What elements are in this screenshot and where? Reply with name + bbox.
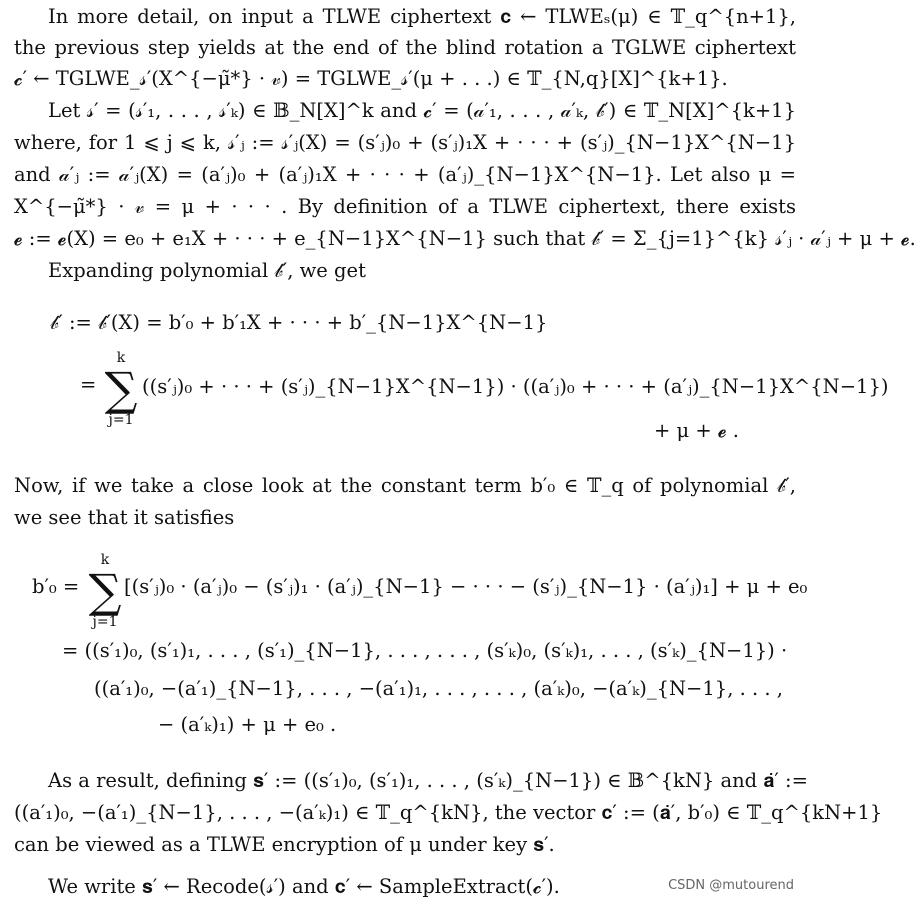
- para4-line2: ((a′₁)₀, −(a′₁)_{N−1}, . . . , −(a′ₖ)₁) ∈ 𝕋_q^{kN}, the vector 𝐜′ := (𝐚̇′, b′₀) ∈ 𝕋_q^{kN+1}: [14, 801, 883, 824]
- watermark: CSDN @mutourend: [668, 878, 794, 893]
- sum-lower-limit: j=1: [108, 412, 134, 428]
- sum-lower-limit: j=1: [92, 614, 118, 630]
- para2-line5: 𝓮 := 𝓮(X) = e₀ + e₁X + · · · + e_{N−1}X^{N−1} such that 𝒷′ = Σ_{j=1}^{k} 𝓈′ⱼ · 𝒶′ⱼ + μ + 𝓮.: [14, 227, 916, 250]
- equation1-line1: 𝒷′ := 𝒷′(X) = b′₀ + b′₁X + · · · + b′_{N−1}X^{N−1}: [50, 311, 548, 334]
- para4-line3: can be viewed as a TLWE encryption of μ under key 𝐬′.: [14, 833, 555, 856]
- equation1-summation: [104, 350, 138, 428]
- para1-line1: In more detail, on input a TLWE ciphertext 𝐜 ← TLWEₛ(μ) ∈ 𝕋_q^{n+1},: [48, 5, 796, 28]
- equation2-line3: ((a′₁)₀, −(a′₁)_{N−1}, . . . , −(a′₁)₁, . . . , . . . , (a′ₖ)₀, −(a′ₖ)_{N−1}, . . . ,: [94, 677, 783, 700]
- sum-upper-limit: k: [116, 350, 126, 366]
- equation1-line3: + μ + 𝓮 .: [654, 419, 739, 442]
- equation2-line4: − (a′ₖ)₁) + μ + e₀ .: [158, 713, 337, 736]
- para2-line2: where, for 1 ⩽ j ⩽ k, 𝓈′ⱼ := 𝓈′ⱼ(X) = (s′ⱼ)₀ + (s′ⱼ)₁X + · · · + (s′ⱼ)_{N−1}X^{N−1}: [14, 131, 796, 154]
- equation1-line2: ((s′ⱼ)₀ + · · · + (s′ⱼ)_{N−1}X^{N−1}) · ((a′ⱼ)₀ + · · · + (a′ⱼ)_{N−1}X^{N−1}): [142, 375, 889, 398]
- para4-line1: As a result, defining 𝐬′ := ((s′₁)₀, (s′₁)₁, . . . , (s′ₖ)_{N−1}) ∈ 𝔹^{kN} and 𝐚̇′ :=: [48, 769, 808, 792]
- para2-line3: and 𝒶′ⱼ := 𝒶′ⱼ(X) = (a′ⱼ)₀ + (a′ⱼ)₁X + · · · + (a′ⱼ)_{N−1}X^{N−1}. Let also μ =: [14, 163, 796, 186]
- equation2-summation: [88, 552, 122, 630]
- para3-line2: we see that it satisfies: [14, 506, 235, 529]
- equation2-lhs: b′₀ =: [32, 575, 80, 598]
- para2-line6: Expanding polynomial 𝒷′, we get: [48, 259, 366, 282]
- para5-line1: We write 𝐬′ ← Recode(𝓈′) and 𝐜′ ← SampleExtract(𝓬′).: [48, 875, 560, 898]
- para2-line1: Let 𝓈′ = (𝓈′₁, . . . , 𝓈′ₖ) ∈ 𝔹_N[X]^k and 𝓬′ = (𝒶′₁, . . . , 𝒶′ₖ, 𝒷′) ∈ 𝕋_N[X]^{k+1}: [48, 99, 796, 122]
- para1-line3: 𝓬′ ← TGLWE_𝓈′(X^{−μ̃*} · 𝓋) = TGLWE_𝓈′(μ + . . .) ∈ 𝕋_{N,q}[X]^{k+1}.: [14, 67, 728, 90]
- para1-line2: the previous step yields at the end of the blind rotation a TGLWE ciphertext: [14, 36, 796, 59]
- equation2-line2: = ((s′₁)₀, (s′₁)₁, . . . , (s′₁)_{N−1}, . . . , . . . , (s′ₖ)₀, (s′ₖ)₁, . . . , (s′ₖ)_{N−1}) ·: [62, 639, 788, 662]
- equation1-eq-sign: =: [80, 373, 97, 396]
- para3-line1: Now, if we take a close look at the constant term b′₀ ∈ 𝕋_q of polynomial 𝒷′,: [14, 474, 796, 497]
- sigma-symbol: ∑: [88, 564, 122, 618]
- equation2-line1: [(s′ⱼ)₀ · (a′ⱼ)₀ − (s′ⱼ)₁ · (a′ⱼ)_{N−1} − · · · − (s′ⱼ)_{N−1} · (a′ⱼ)₁] + μ + e₀: [124, 575, 808, 598]
- sigma-symbol: ∑: [104, 362, 138, 416]
- sum-upper-limit: k: [100, 552, 110, 568]
- para2-line4: X^{−μ̃*} · 𝓋 = μ + · · · . By definition of a TLWE ciphertext, there exists: [14, 195, 796, 218]
